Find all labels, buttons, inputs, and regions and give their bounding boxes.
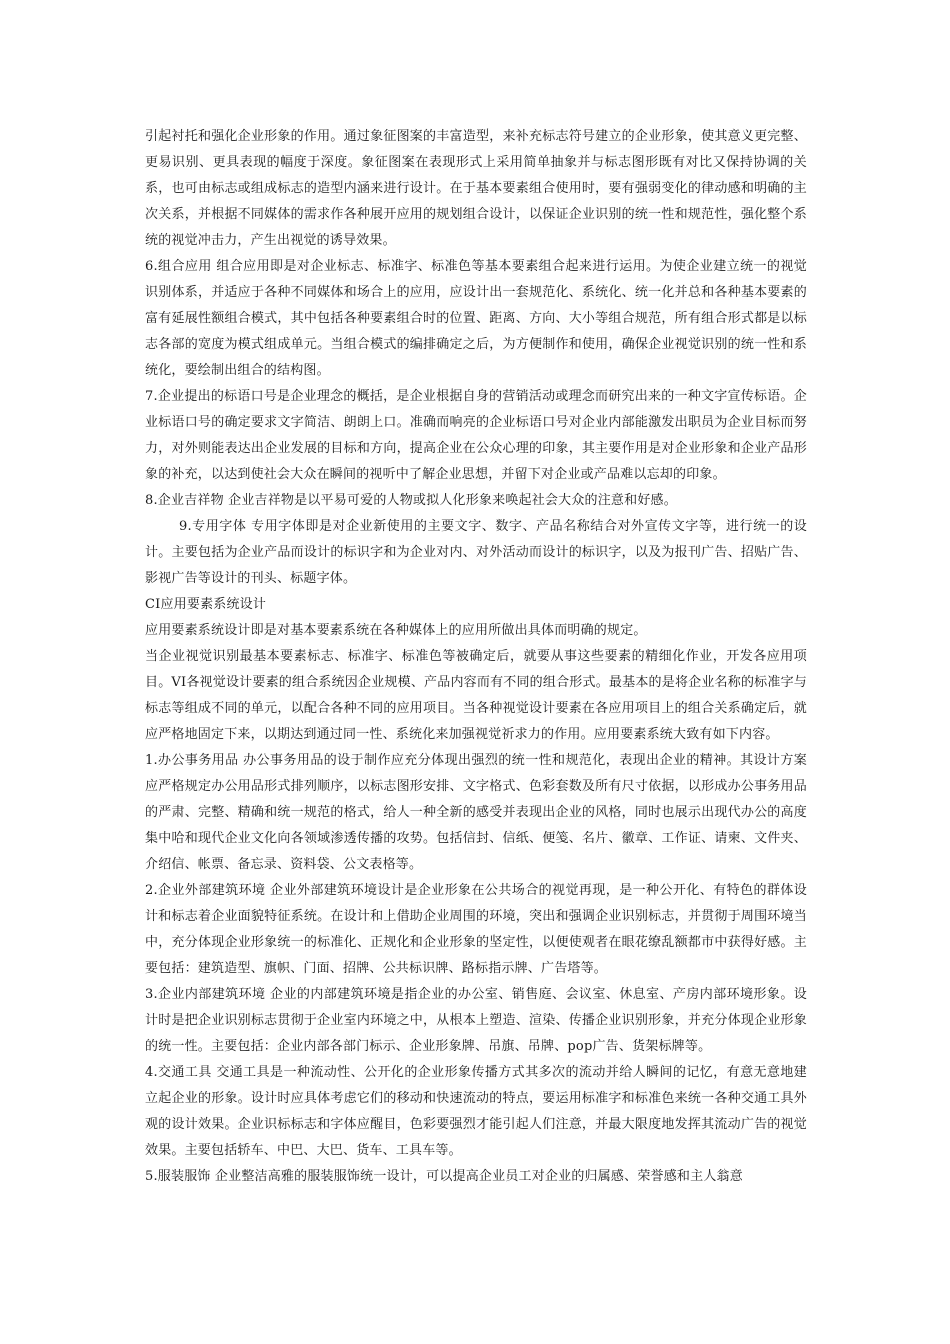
paragraph-exterior-environment: 2.企业外部建筑环境 企业外部建筑环境设计是企业形象在公共场合的视觉再现，是一种公开化、有特色的群体设计和标志着企业面貌特征系统。在设计和上借助企业周围的环境，突出和强调企业识别标志，并贯彻于周围环境当中，充分体现企业形象统一的标准化、正规化和企业形象的坚定性，以便使观者在眼花缭乱额都市中获得好感。主要包括：建筑造型、旗帜、门面、招牌、公共标识牌、路标指示牌、广告塔等。: [145, 883, 807, 976]
paragraph-mascot: 8.企业吉祥物 企业吉祥物是以平易可爱的人物或拟人化形象来唤起社会大众的注意和好感。: [145, 493, 677, 508]
paragraph-application-definition: 应用要素系统设计即是对基本要素系统在各种媒体上的应用所做出具体而明确的规定。: [145, 623, 647, 638]
paragraph-vehicles: 4.交通工具 交通工具是一种流动性、公开化的企业形象传播方式其多次的流动并给人瞬间的记忆，有意无意地建立起企业的形象。设计时应具体考虑它们的移动和快速流动的特点，要运用标准字和标准色来统一各种交通工具外观的设计效果。企业识标标志和字体应醒目，色彩要强烈才能引起人们注意，并最大限度地发挥其流动广告的视觉效果。主要包括轿车、中巴、大巴、货车、工具车等。: [145, 1065, 807, 1158]
paragraph-uniforms: 5.服装服饰 企业整洁高雅的服装服饰统一设计，可以提高企业员工对企业的归属感、荣誉感和主人翁意: [145, 1169, 743, 1184]
paragraph-combined-application: 6.组合应用 组合应用即是对企业标志、标准字、标准色等基本要素组合起来进行运用。为使企业建立统一的视觉识别体系，并适应于各种不同媒体和场合上的应用，应设计出一套规范化、系统化、统一化并总和各种基本要素的富有延展性额组合模式，其中包括各种要素组合时的位置、距离、方向、大小等组合规范，所有组合形式都是以标志各部的宽度为模式组成单元。当组合模式的编排确定之后，为方便制作和使用，确保企业视觉识别的统一性和系统化，要绘制出组合的结构图。: [145, 259, 807, 378]
paragraph-interior-environment: 3.企业内部建筑环境 企业的内部建筑环境是指企业的办公室、销售庭、会议室、休息室、产房内部环境形象。设计时是把企业识别标志贯彻于企业室内环境之中，从根本上塑造、渲染、传播企业识别形象，并充分体现企业形象的统一性。主要包括：企业内部各部门标示、企业形象牌、吊旗、吊牌、pop广告、货架标牌等。: [145, 987, 807, 1054]
paragraph-slogan: 7.企业提出的标语口号是企业理念的概括，是企业根据自身的营销活动或理念而研究出来的一种文字宣传标语。企业标语口号的确定要求文字简洁、朗朗上口。准确而响亮的企业标语口号对企业内部能激发出职员为企业目标而努力，对外则能表达出企业发展的目标和方向，提高企业在公众心理的印象，其主要作用是对企业形象和企业产品形象的补充，以达到使社会大众在瞬间的视听中了解企业思想，并留下对企业或产品难以忘却的印象。: [145, 389, 807, 482]
paragraph-office-supplies: 1.办公事务用品 办公事务用品的设于制作应充分体现出强烈的统一性和规范化，表现出企业的精神。其设计方案应严格规定办公用品形式排列顺序，以标志图形安排、文字格式、色彩套数及所有尺寸依据，以形成办公事务用品的严肃、完整、精确和统一规范的格式，给人一种全新的感受并表现出企业的风格，同时也展示出现代办公的高度集中哈和现代企业文化向各领域渗透传播的攻势。包括信封、信纸、便笺、名片、徽章、工作证、请柬、文件夹、介绍信、帐票、备忘录、资料袋、公文表格等。: [145, 753, 807, 872]
paragraph-symbol-pattern: 引起衬托和强化企业形象的作用。通过象征图案的丰富造型，来补充标志符号建立的企业形象，使其意义更完整、更易识别、更具表现的幅度于深度。象征图案在表现形式上采用简单抽象并与标志图形既有对比又保持协调的关系，也可由标志或组成标志的造型内涵来进行设计。在于基本要素组合使用时，要有强弱变化的律动感和明确的主次关系，并根据不同媒体的需求作各种展开应用的规划组合设计，以保证企业识别的统一性和规范性，强化整个系统的视觉冲击力，产生出视觉的诱导效果。: [145, 129, 807, 248]
paragraph-custom-font: 9.专用字体 专用字体即是对企业新使用的主要文字、数字、产品名称结合对外宣传文字等，进行统一的设计。主要包括为企业产品而设计的标识字和为企业对内、对外活动而设计的标识字，以及为报刊广告、招贴广告、影视广告等设计的刊头、标题字体。: [145, 519, 807, 586]
document-body: [145, 124, 807, 1190]
section-heading-ci-application: CI应用要素系统设计: [145, 597, 267, 612]
paragraph-application-overview: 当企业视觉识别最基本要素标志、标准字、标准色等被确定后，就要从事这些要素的精细化作业，开发各应用项目。VI各视觉设计要素的组合系统因企业规模、产品内容而有不同的组合形式。最基本的是将企业名称的标准字与标志等组成不同的单元，以配合各种不同的应用项目。当各种视觉设计要素在各应用项目上的组合关系确定后，就应严格地固定下来，以期达到通过同一性、系统化来加强视觉祈求力的作用。应用要素系统大致有如下内容。: [145, 649, 807, 742]
